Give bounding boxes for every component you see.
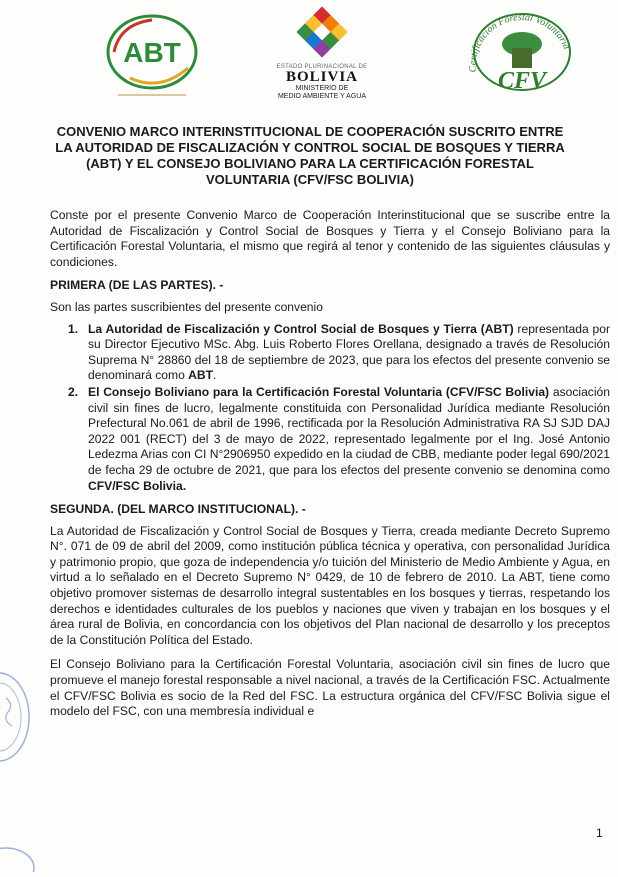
cfv-arc-text: Certificación Forestal Voluntaria xyxy=(467,12,573,73)
clause-segunda-paragraph-2: El Consejo Boliviano para la Certificación Forestal Voluntaria, asociación civil sin fines de lucro que promueve el manejo forestal responsable a nivel nacional, a través de la Certificación FSC. Actualmente el CFV/FSC Bolivia es socio de la Red del FSC. La estructura orgánica del CFV/FSC Bolivia sigue el modelo del FSC, con una membresía individual e xyxy=(50,657,610,719)
tree-icon xyxy=(502,32,542,68)
parties-list xyxy=(50,322,610,495)
list-item xyxy=(50,385,610,494)
ministry-line-2: MEDIO AMBIENTE Y AGUA xyxy=(277,93,367,100)
clause-primera-lead: Son las partes suscribientes del presente convenio xyxy=(50,299,323,314)
clause-segunda-heading: SEGUNDA. (DEL MARCO INSTITUCIONAL). - xyxy=(50,502,306,517)
bolivia-subtitle: ESTADO PLURINACIONAL DE xyxy=(276,64,368,70)
abt-logo xyxy=(100,12,204,98)
page-number: 1 xyxy=(596,826,603,840)
document-body xyxy=(50,208,610,720)
intro-paragraph: Conste por el presente Convenio Marco de Cooperación Interinstitucional que se suscribe entre la Autoridad de Fiscalización y Control Social de Bosques y Tierra y el Consejo Boliviano para la Certificación Forestal Voluntaria, el mismo que regirá al tenor y contenido de las siguientes cláusulas y condiciones. xyxy=(50,208,610,269)
party-abt-text: representada por su Director Ejecutivo MSc. Abg. Luis Roberto Flores Orellana, designado a través de Resolución Suprema N° 28860 del 18 de septiembre de 2023, que para los efectos del presente convenio se denominará como xyxy=(88,321,610,383)
clause-primera-heading: PRIMERA (DE LAS PARTES). - xyxy=(50,278,224,293)
bolivia-emblem xyxy=(268,4,376,108)
party-abt-alias: ABT xyxy=(188,368,214,383)
party-cfv-text: asociación civil sin fines de lucro, legalmente constituida con Personalidad Jurídica mediante Resolución Prefectural No.061 de abril de 1996, rectificada por la Resolución Administrativa RA SJ SJD DAJ 2022 001 (RECT) del 3 de mayo de 2022, representado legalmente por el Ing. José Antonio Ledezma Arias con CI N°2906950 expedido en la ciudad de CBB, mediante poder legal 690/2021 de fecha 29 de octubre de 2021, que para los efectos del presente convenio se denomina como xyxy=(88,384,610,477)
abt-logo-text: ABT xyxy=(123,37,181,68)
bolivia-name: BOLIVIA xyxy=(285,69,359,85)
official-stamp-seal-2 xyxy=(0,842,36,872)
ministry-line-1: MINISTERIO DE xyxy=(295,85,349,92)
wiphala-emblem-icon xyxy=(294,4,350,58)
clause-segunda-paragraph-1: La Autoridad de Fiscalización y Control Social de Bosques y Tierra, creada mediante Decreto Supremo N°. 071 de 09 de abril del 2009, como institución pública técnica y operativa, con personalidad Jurídica y patrimonio propio, que goza de independencia y/o tuición del Ministerio de Medio Ambiente y Agua, en virtud a lo señalado en el Decreto Supremo N° 0429, de 10 de febrero de 2010. La ABT, tiene como objetivo promover sistemas de desarrollo integral sustentables en los bosques y tierras, respetando los derechos e identidades culturales de los pueblos y naciones que viven y trabajan en los bosques y el área rural de Bolivia, en concordancia con los objetivos del Plan nacional de desarrollo y los preceptos de la Constitución Política del Estado. xyxy=(50,523,610,647)
party-abt-tail: . xyxy=(213,368,217,383)
list-item-number: 1. xyxy=(68,321,79,336)
document-title: CONVENIO MARCO INTERINSTITUCIONAL DE COOPERACIÓN SUSCRITO ENTRE LA AUTORIDAD DE FISCALIZACIÓN Y CONTROL SOCIAL DE BOSQUES Y TIERRA (ABT) Y EL CONSEJO BOLIVIANO PARA LA CERTIFICACIÓN FORESTAL VOLUNTARIA (CFV/FSC BOLIVIA) xyxy=(55,124,565,187)
list-item xyxy=(50,322,610,384)
party-cfv-name: El Consejo Boliviano para la Certificación Forestal Voluntaria (CFV/FSC Bolivia) xyxy=(88,384,550,399)
party-cfv-alias: CFV/FSC Bolivia. xyxy=(88,478,187,493)
cfv-letters: CFV xyxy=(497,68,547,94)
cfv-logo xyxy=(462,10,578,94)
list-item-number: 2. xyxy=(68,384,79,399)
official-stamp-seal xyxy=(0,668,32,766)
party-abt-name: La Autoridad de Fiscalización y Control Social de Bosques y Tierra (ABT) xyxy=(88,321,514,336)
